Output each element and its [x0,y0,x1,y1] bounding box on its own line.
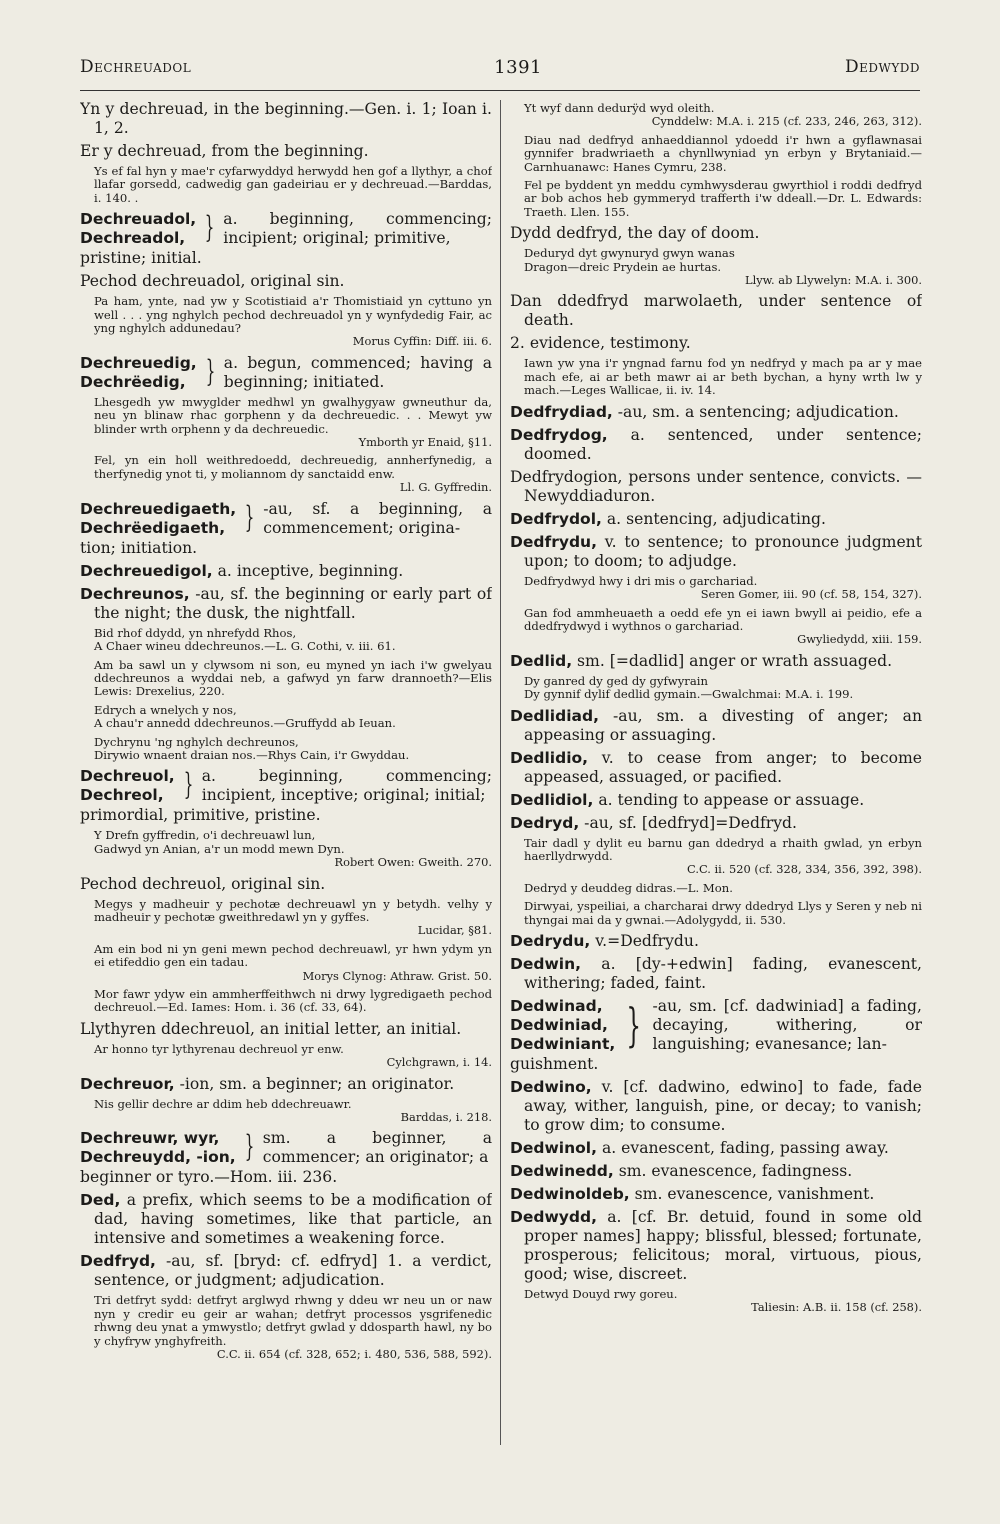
definition-continued: guishment. [510,1054,599,1073]
citation-quote [510,102,922,129]
dictionary-entry [80,1252,492,1290]
quote-line: Dedryd y deuddeg didras.—L. Mon. [524,880,733,895]
quote-line: Dy ganred dy ged dy gyfwyrain [524,673,708,688]
definition: a. [dy-+edwin] fading, evanescent, withering; faded, faint. [524,954,922,992]
headword-group [80,210,196,248]
quote-line: Fel pe byddent yn meddu cymhwysderau gwyrthiol i roddi dedfryd ar bob achos heb gymmeryd trafferth i'w ddeall.—Dr. L. Edwards: Traeth. Llen. 155. [524,178,922,219]
definition: -au, sf. a beginning, a commencement; origina- [263,499,492,537]
citation-source: Llyw. ab Llywelyn: M.A. i. 300. [745,273,922,288]
citation-source: C.C. ii. 654 (cf. 328, 652; i. 480, 536, 588, 592). [216,1347,492,1362]
headword: Dechreuwr, wyr, [80,1129,220,1148]
citation-source: Ymborth yr Enaid, §11. [358,435,492,450]
column-divider [500,100,501,1445]
quote-line: Dedfrydwyd hwy i dri mis o garchariad. [524,573,758,588]
definition: a. inceptive, beginning. [212,561,404,580]
headword: Dechrëedigaeth, [80,518,226,537]
brace-symbol: } [204,210,215,246]
grouped-entry [80,1129,492,1167]
definition: a. [cf. Br. detuid, found in some old proper names] happy; blissful, blessed; fortunate, prosperous; felicitous; moral, virtuous, pious, good; wise, discreet. [524,1207,922,1283]
entry-sense: Dedfrydogion, persons under sentence, convicts. —Newyddiaduron. [510,467,922,505]
quote-line: Ar honno tyr lythyrenau dechreuol yr enw. [94,1041,344,1056]
headword: Dechreuadol, [80,210,197,229]
definition: -au, sf. [dedfryd]=Dedfryd. [579,813,797,832]
right-column [510,100,922,1440]
citation-quote [510,882,922,895]
definition: sm. a beginner, a commencer; an originator; a [262,1129,492,1167]
dictionary-entry [510,1208,922,1284]
quote-line: Detwyd Douyd rwy goreu. [524,1286,678,1301]
grouped-entry [80,500,492,538]
quote-line: Nis gellir dechre ar ddim heb ddechreuawr. [94,1096,352,1111]
grouped-entry [80,354,492,392]
brace-symbol: } [244,1129,255,1165]
quote-line: Pa ham, ynte, nad yw y Scotistiaid a'r Thomistiaid yn cyttuno yn well . . . yng nghylch pechod dechreuadol yn y wynfydedig Fair, ac yng nghylch addunedau? [94,294,492,336]
headword: Dedfryd, [80,1252,156,1271]
quote-line: Dy gynnif dylif dedlid gymain.—Gwalchmai: M.A. i. 199. [524,687,854,702]
citation-source: C.C. ii. 520 (cf. 328, 334, 356, 392, 398). [687,862,922,877]
citation-quote [510,134,922,174]
definition: a. beginning, commencing; incipient, inceptive; original; initial; [201,767,492,805]
headword: Dedfrydol, [510,509,602,528]
citation-quote [510,900,922,927]
quote-line: Am ein bod ni yn geni mewn pechod dechreuawl, yr hwn ydym yn ei etifeddio gen ein tadau. [94,941,492,970]
citation-quote [510,179,922,219]
citation-quote [510,1288,922,1315]
page-number: 1391 [494,56,542,78]
quote-line: Iawn yw yna i'r yngnad farnu fod yn nedfryd y mach pa ar y mae mach efe, ai ar beth mawr ai ar beth bychan, a hyny wrth lw y mach.—Leges Wallicae, ii. iv. 14. [524,356,922,398]
headword-group [80,767,175,805]
brace-symbol: } [183,767,193,803]
quote-line: Mor fawr ydyw ein ammherffeithwch ni drwy lygredigaeth pechod dechreuol.—Ed. Iames: Hom. i. 36 (cf. 33, 64). [94,987,492,1015]
citation-source: Lucidar, §81. [417,923,492,938]
dictionary-entry [80,1075,492,1094]
brace-symbol: } [205,353,216,389]
headword: Dedlidiad, [510,706,599,725]
dictionary-entry [510,1078,922,1135]
headword: Dedfrydu, [510,532,597,551]
quote-line: Dirywio wnaent draian nos.—Rhys Cain, i'r Gwyddau. [94,747,410,762]
quote-line: Tair dadl y dylit eu barnu gan ddedryd a rhaith gwlad, yn erbyn haerllydrwydd. [524,835,922,863]
definition: -au, sm. a divesting of anger; an appeasing or assuaging. [524,706,922,744]
definition: sm. [=dadlid] anger or wrath assuaged. [572,651,893,670]
definition: -au, sf. the beginning or early part of the night; the dusk, the nightfall. [94,584,492,622]
quote-line: Megys y madheuir y pechotæ dechreuawl yn y betydh. velhy y madheuir y pechotæ gweithredawl yn y gyffes. [94,896,492,924]
definition: sm. evanescence, fadingness. [613,1161,853,1180]
grouped-entry [510,997,922,1054]
definition: a. sentenced, under sentence; doomed. [524,425,922,463]
citation-quote [510,247,922,287]
headword: Dedwiniad, [510,1015,608,1034]
citation-source: Cylchgrawn, i. 14. [386,1055,492,1070]
headword: Dechreunos, [80,584,190,603]
citation-source: Gwyliedydd, xiii. 159. [797,632,922,647]
headword: Dedwydd, [510,1207,597,1226]
headword: Ded, [80,1191,121,1210]
dictionary-entry [510,652,922,671]
dictionary-entry [80,562,492,581]
dictionary-entry [510,749,922,787]
citation-quote [80,898,492,938]
headword: Dedwinol, [510,1138,597,1157]
citation-quote [80,1043,492,1070]
citation-source: Seren Gomer, iii. 90 (cf. 58, 154, 327). [700,587,922,602]
dictionary-entry [510,1139,922,1158]
definition: a. tending to appease or assuage. [593,790,865,809]
definition: a. beginning, commencing; incipient; original; primitive, [223,210,492,248]
citation-quote [80,736,492,763]
quote-line: Edrych a wnelych y nos, [94,702,237,717]
entry-sense: 2. evidence, testimony. [510,334,691,353]
definition: -au, sf. [bryd: cf. edfryd] 1. a verdict, sentence, or judgment; adjudication. [94,1252,492,1290]
dictionary-entry [510,707,922,745]
headword: Dedwinoldeb, [510,1184,630,1203]
headword: Dedfrydiad, [510,402,613,421]
headword: Dechreuydd, -ion, [80,1148,236,1167]
quote-line: Deduryd dyt gwynuryd gwyn wanas [524,246,735,261]
headword: Dechrëedig, [80,372,186,391]
entry-sense: Er y dechreuad, from the beginning. [80,142,369,160]
citation-source: Taliesin: A.B. ii. 158 (cf. 258). [751,1300,922,1315]
headword: Dedlid, [510,651,573,670]
dictionary-entry [510,932,922,951]
grouped-entry [80,210,492,248]
citation-quote [80,1294,492,1361]
citation-quote [510,675,922,702]
citation-source: Robert Owen: Gweith. 270. [334,855,492,870]
running-header [80,52,920,82]
headword: Dechreuor, [80,1074,175,1093]
quote-line: Dychrynu 'ng nghylch dechreunos, [94,734,299,749]
quote-line: Bid rhof ddydd, yn nhrefydd Rhos, [94,625,297,640]
quote-line: Am ba sawl un y clywsom ni son, eu myned yn iach i'w gwelyau ddechreunos a wyddai neb, a gafwyd yn farw drannoeth?—Elis Lewis: Drexelius, 220. [94,657,492,699]
definition: v. [cf. dadwino, edwino] to fade, fade away, wither, languish, pine, or decay; to vanish; to grow dim; to consume. [524,1077,922,1134]
headword: Dedwiniant, [510,1034,616,1053]
definition-continued: primordial, primitive, pristine. [80,806,321,825]
definition: sm. evanescence, vanishment. [629,1184,875,1203]
citation-quote [80,295,492,349]
dictionary-entry [80,1191,492,1248]
header-rule [80,90,920,91]
definition: -au, sm. a sentencing; adjudication. [612,402,899,421]
headword-group [510,997,615,1054]
entry-sense: Pechod dechreuadol, original sin. [80,272,345,291]
quote-line: Dragon—dreic Prydein ae hurtas. [524,259,722,274]
headword-group [80,500,236,538]
citation-quote [80,988,492,1015]
citation-quote [80,1098,492,1125]
headword: Dedlidiol, [510,790,594,809]
entry-sense: Yn y dechreuad, in the beginning.—Gen. i. 1; Ioan i. 1, 2. [80,100,492,137]
brace-symbol: } [626,997,642,1052]
entry-sense: Pechod dechreuol, original sin. [80,874,326,893]
grouped-entry [80,767,492,805]
citation-quote [510,357,922,397]
definition: a. sentencing, adjudicating. [601,509,826,528]
dictionary-entry [80,585,492,623]
definition: a. evanescent, fading, passing away. [597,1138,889,1157]
definition-continued: pristine; initial. [80,249,202,268]
headword: Dechreadol, [80,229,186,248]
citation-source: Ll. G. Gyffredin. [399,480,492,495]
definition: v.=Dedfrydu. [590,931,699,950]
citation-quote [510,575,922,602]
dictionary-entry [510,814,922,833]
dictionary-entry [510,426,922,464]
quote-line: Lhesgedh yw mwyglder medhwl yn gwalhygyaw gwneuthur da, neu yn blinaw rhac gorphenn y da dechreuedic. . . Mewyt yw blinder wrth orphenn y da dechreuedic. [94,394,492,436]
quote-line: Ys ef fal hyn y mae'r cyfarwyddyd herwydd hen gof a llythyr, a chof llafar gorsedd, cadwedig gan gadeiriau er y dechreuad.—Barddas, i. 140. . [94,164,492,205]
left-column [80,100,492,1450]
headword: Dedrydu, [510,931,591,950]
definition: a prefix, which seems to be a modification of dad, having sometimes, like that particle, an intensive and sometimes a weakening force. [94,1191,492,1248]
citation-quote [80,627,492,654]
citation-source: Morys Clynog: Athraw. Grist. 50. [302,968,492,983]
dictionary-entry [510,533,922,571]
citation-quote [80,454,492,494]
definition: -ion, sm. a beginner; an originator. [174,1074,455,1093]
header-left-guide-word: Dechreuadol [80,57,192,77]
headword: Dechreuol, [80,767,175,786]
quote-line: Yt wyf dann dedurÿd wyd oleith. [524,101,715,115]
citation-quote [510,607,922,647]
citation-quote [510,837,922,877]
headword: Dedwino, [510,1077,592,1096]
citation-quote [80,659,492,699]
header-right-guide-word: Dedwydd [844,57,920,77]
citation-quote [80,396,492,450]
quote-line: Gadwyd yn Anian, a'r un modd mewn Dyn. [94,841,345,856]
definition: a. begun, commenced; having a beginning; initiated. [223,353,492,391]
quote-line: Dirwyai, yspeiliai, a charcharai drwy ddedryd Llys y Seren y neb ni thyngai mai da y gwnai.—Adolygydd, ii. 530. [524,899,922,927]
quote-line: Diau nad dedfryd anhaeddiannol ydoedd i'r hwn a gyflawnasai gynnifer bradwriaeth a chynllwyniad yn erbyn y Brytaniaid.—Carnhuanawc: Hanes Cymru, 238. [524,132,922,174]
headword: Dedwinedd, [510,1161,614,1180]
headword: Dechreuedig, [80,353,197,372]
dictionary-entry [510,510,922,529]
definition: v. to sentence; to pronounce judgment upon; to doom; to adjudge. [524,532,922,570]
citation-source: Cynddelw: M.A. i. 215 (cf. 233, 246, 263, 312). [651,114,922,129]
quote-line: Gan fod ammheuaeth a oedd efe yn ei iawn bwyll ai peidio, efe a ddedfrydwyd i wythnos o garchariad. [524,605,922,633]
headword: Dedlidio, [510,748,589,767]
headword-group [80,1129,236,1167]
dictionary-entry [510,403,922,422]
citation-quote [80,943,492,983]
definition: -au, sm. [cf. dadwiniad] a fading, decaying, withering, or languishing; evanesance; lan- [652,996,922,1053]
dictionary-entry [510,791,922,810]
quote-line: Fel, yn ein holl weithredoedd, dechreuedig, annherfynedig, a therfynedig ynot ti, y moliannom dy sanctaidd enw. [94,453,492,481]
citation-source: Barddas, i. 218. [400,1110,492,1125]
dictionary-entry [510,955,922,993]
quote-line: Tri detfryt sydd: detfryt arglwyd rhwng y ddeu wr neu un or naw nyn y credir eu geir ar wahan; detfryt processos ysgrifenedic rhwng deu ynat a ymwystlo; detfryt gwlad y ddosparth hawl, ny bo y chyfryw ynghyfreith. [94,1293,492,1348]
quote-line: Y Drefn gyffredin, o'i dechreuawl lun, [94,828,316,843]
citation-quote [80,829,492,869]
entry-sense: Llythyren ddechreuol, an initial letter, an initial. [80,1019,462,1038]
definition-continued: beginner or tyro.—Hom. iii. 236. [80,1168,338,1187]
citation-quote [80,165,492,205]
headword: Dechreuedigaeth, [80,499,237,518]
headword: Dechreuedigol, [80,561,213,580]
dictionary-entry [510,1162,922,1181]
definition: v. to cease from anger; to become appeased, assuaged, or pacified. [524,748,922,786]
headword: Dedfrydog, [510,425,608,444]
entry-sense: Dydd dedfryd, the day of doom. [510,224,760,243]
definition-continued: tion; initiation. [80,538,198,557]
entry-sense: Dan ddedfryd marwolaeth, under sentence of death. [510,292,922,330]
quote-line: A chau'r annedd ddechreunos.—Gruffydd ab Ieuan. [94,716,396,731]
headword: Dedryd, [510,813,580,832]
citation-quote [80,704,492,731]
dictionary-entry [510,1185,922,1204]
quote-line: A Chaer wineu ddechreunos.—L. G. Cothi, v. iii. 61. [94,639,396,654]
headword: Dedwinad, [510,996,603,1015]
headword: Dechreol, [80,786,164,805]
headword: Dedwin, [510,954,582,973]
citation-source: Morus Cyffin: Diff. iii. 6. [352,334,492,349]
brace-symbol: } [244,499,255,535]
headword-group [80,354,197,392]
